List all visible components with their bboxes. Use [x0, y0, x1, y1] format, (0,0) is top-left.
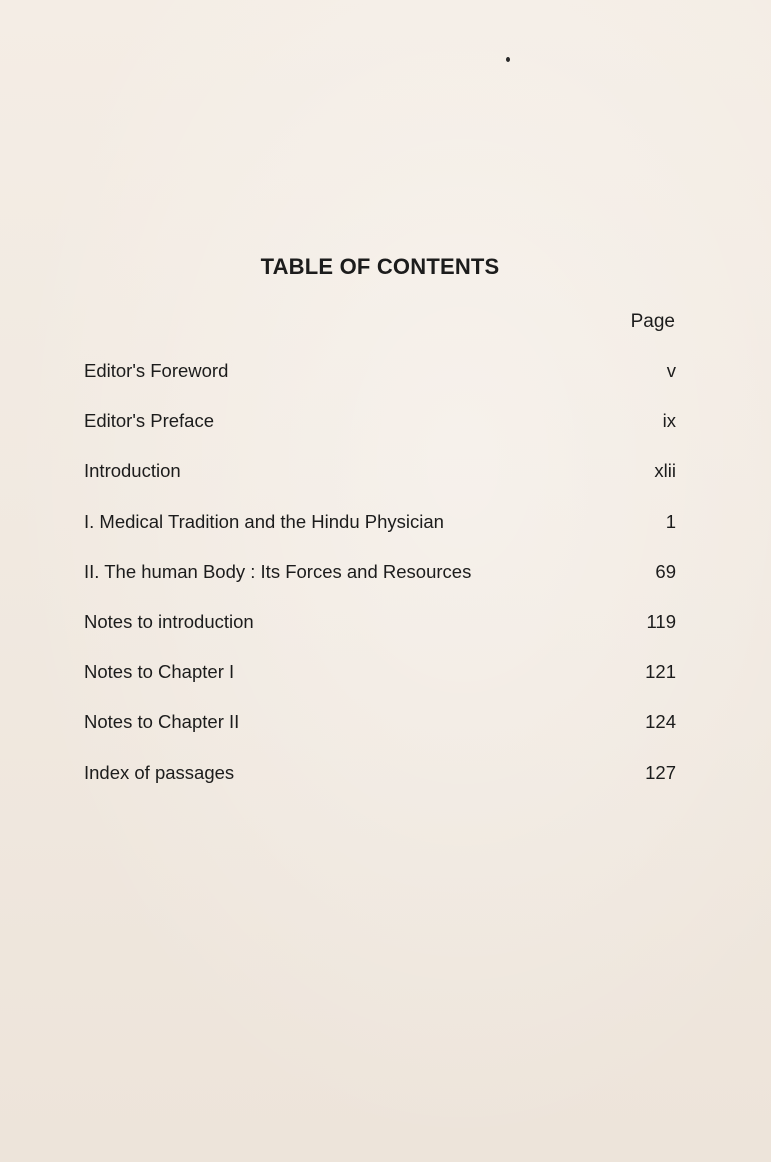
toc-entry-title: Editor's Preface	[84, 410, 215, 432]
toc-entry-page: 121	[645, 661, 676, 683]
toc-entry-editors-foreword	[84, 360, 676, 410]
toc-entry-title: Editor's Foreword	[84, 360, 229, 381]
toc-entry-editors-preface	[84, 410, 676, 460]
toc-entry-chapter-2	[84, 561, 676, 611]
toc-entry-page: 1	[665, 510, 676, 532]
ink-speck	[506, 57, 510, 62]
toc-entry-page: 127	[645, 761, 676, 783]
toc-entry-notes-introduction	[84, 611, 676, 661]
toc-entry-page: xlii	[654, 460, 676, 482]
toc-entry-index-of-passages	[84, 762, 676, 812]
toc-title: TABLE OF CONTENTS	[260, 254, 500, 279]
toc-entry-notes-chapter-2	[84, 711, 676, 761]
toc-entry-page: v	[666, 360, 676, 381]
toc-entry-chapter-1	[84, 511, 676, 561]
toc-entry-page: 69	[655, 560, 676, 582]
toc-entry-title: Notes to introduction	[84, 610, 254, 632]
page-column-header: Page	[630, 311, 675, 332]
toc-entry-introduction	[84, 460, 676, 510]
toc-entry-notes-chapter-1	[84, 661, 676, 711]
toc-entry-page: 124	[645, 711, 676, 733]
toc-list	[84, 360, 676, 812]
toc-entry-page: ix	[662, 410, 676, 432]
toc-entry-title: I. Medical Tradition and the Hindu Physician	[84, 510, 444, 532]
toc-entry-title: Notes to Chapter I	[84, 661, 235, 683]
toc-entry-title: Index of passages	[84, 761, 235, 783]
toc-entry-page: 119	[646, 610, 676, 632]
toc-entry-title: II. The human Body : Its Forces and Resources	[84, 560, 472, 582]
toc-entry-title: Introduction	[84, 460, 181, 482]
toc-entry-title: Notes to Chapter II	[84, 711, 240, 733]
